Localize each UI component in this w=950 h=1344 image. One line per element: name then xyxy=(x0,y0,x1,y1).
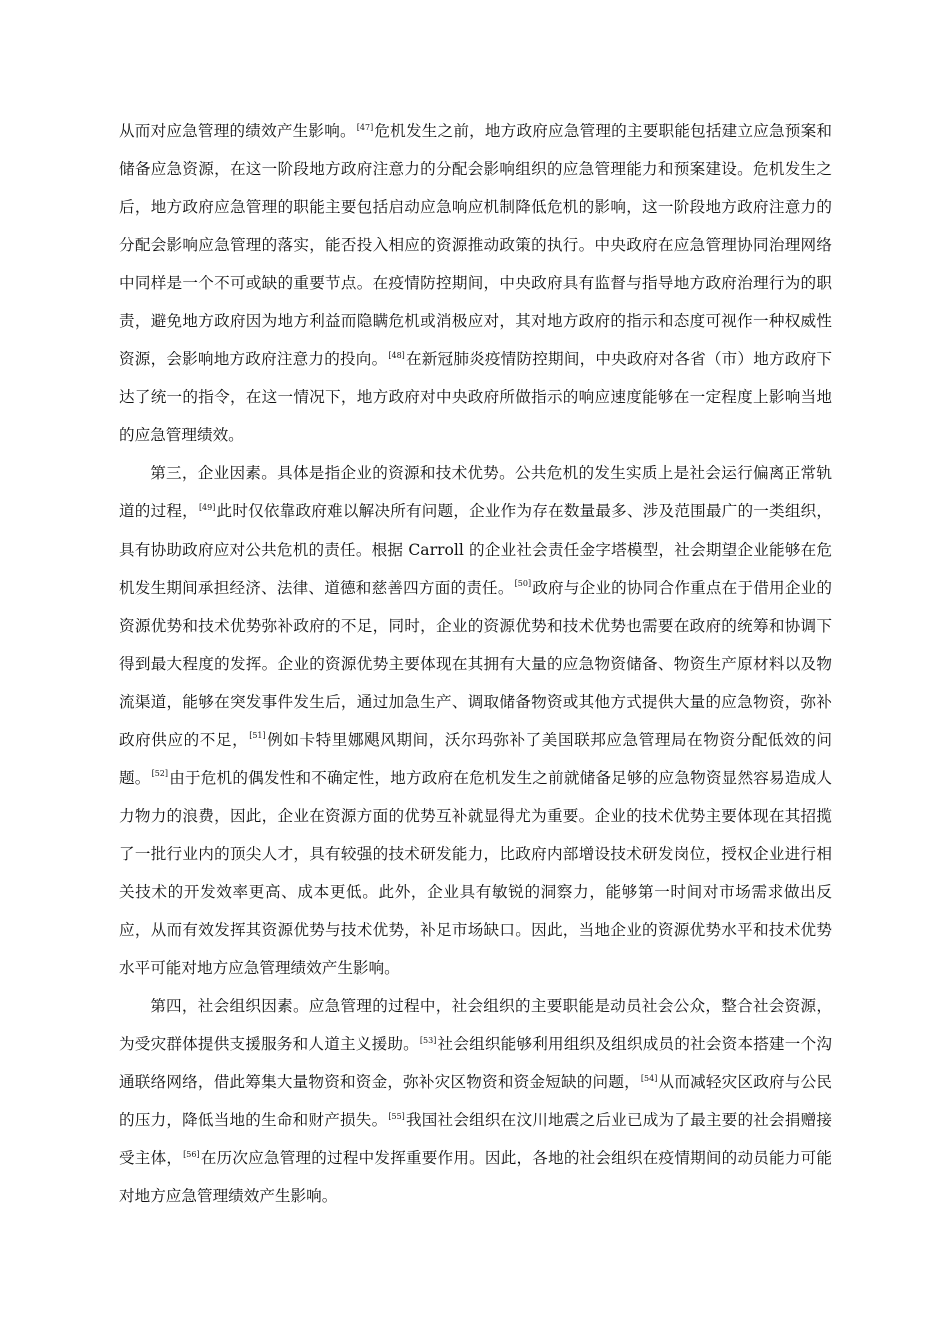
paragraph-social-organization-factor xyxy=(119,987,832,1215)
citation-55: [55] xyxy=(388,1111,405,1121)
citation-50: [50] xyxy=(514,579,532,589)
paragraph-text: 危机发生之前，地方政府应急管理的主要职能包括建立应急预案和储备应急资源，在这一阶段地方政府注意力的分配会影响组织的应急管理能力和预案建设。危机发生之后，地方政府应急管理的职能主要包括启动应急响应机制降低危机的影响，这一阶段地方政府注意力的分配会影响应急管理的落实，能否投入相应的资源推动政策的执行。中央政府在应急管理协同治理网络中同样是一个不可或缺的重要节点。在疫情防控期间，中央政府具有监督与指导地方政府治理行为的职责，避免地方政府因为地方利益而隐瞒危机或消极应对，其对地方政府的指示和态度可视作一种权威性资源，会影响地方政府注意力的投向。 xyxy=(119,122,832,369)
paragraph-text: 由于危机的偶发性和不确定性，地方政府在危机发生之前就储备足够的应急物资显然容易造成人力物力的浪费，因此，企业在资源方面的优势互补就显得尤为重要。企业的技术优势主要体现在其招揽了一批行业内的顶尖人才，具有较强的技术研发能力，比政府内部增设技术研发岗位，授权企业进行相关技术的开发效率更高、成本更低。此外，企业具有敏锐的洞察力，能够第一时间对市场需求做出反应，从而有效发挥其资源优势与技术优势，补足市场缺口。因此，当地企业的资源优势水平和技术优势水平可能对地方应急管理绩效产生影响。 xyxy=(119,768,832,978)
paragraph-text: 从而减轻灾区政府与公民的压力，降低当地的生命和财产损失。 xyxy=(119,1073,832,1130)
paragraph-text: 我国社会组织在汶川地震之后业已成为了最主要的社会捐赠接受主体， xyxy=(119,1111,832,1168)
paragraph-text: 社会组织能够利用组织及组织成员的社会资本搭建一个沟通联络网络，借此筹集大量物资和资金，弥补灾区物资和资金短缺的问题， xyxy=(119,1035,832,1092)
citation-47: [47] xyxy=(356,122,374,132)
citation-53: [53] xyxy=(419,1035,437,1045)
citation-52: [52] xyxy=(151,769,168,779)
paragraph-enterprise-factor xyxy=(119,454,832,987)
citation-54: [54] xyxy=(640,1073,658,1083)
paragraph-text: 第四，社会组织因素。应急管理的过程中，社会组织的主要职能是动员社会公众，整合社会资源，为受灾群体提供支援服务和人道主义援助。 xyxy=(119,997,832,1054)
paragraph-text: 此时仅依靠政府难以解决所有问题，企业作为存在数量最多、涉及范围最广的一类组织，具有协助政府应对公共危机的责任。根据 Carroll 的企业社会责任金字塔模型，社会期望企业能够在危机发生期间承担经济、法律、道德和慈善四方面的责任。 xyxy=(119,502,832,597)
citation-51: [51] xyxy=(249,731,266,741)
paragraph-government-attention xyxy=(119,112,832,454)
paragraph-text: 从而对应急管理的绩效产生影响。 xyxy=(119,122,356,140)
citation-56: [56] xyxy=(183,1149,200,1159)
citation-48: [48] xyxy=(388,350,405,360)
citation-49: [49] xyxy=(198,503,216,513)
paragraph-text: 在新冠肺炎疫情防控期间，中央政府对各省（市）地方政府下达了统一的指令，在这一情况下，地方政府对中央政府所做指示的响应速度能够在一定程度上影响当地的应急管理绩效。 xyxy=(119,350,832,445)
paragraph-text: 政府与企业的协同合作重点在于借用企业的资源优势和技术优势弥补政府的不足，同时，企业的资源优势和技术优势也需要在政府的统筹和协调下得到最大程度的发挥。企业的资源优势主要体现在其拥有大量的应急物资储备、物资生产原材料以及物流渠道，能够在突发事件发生后，通过加急生产、调取储备物资或其他方式提供大量的应急物资，弥补政府供应的不足， xyxy=(119,578,832,749)
body-text xyxy=(119,112,832,1215)
paragraph-text: 例如卡特里娜飓风期间，沃尔玛弥补了美国联邦应急管理局在物资分配低效的问题。 xyxy=(119,730,832,787)
paragraph-text: 第三，企业因素。具体是指企业的资源和技术优势。公共危机的发生实质上是社会运行偏离正常轨道的过程， xyxy=(119,464,832,521)
paragraph-text: 在历次应急管理的过程中发挥重要作用。因此，各地的社会组织在疫情期间的动员能力可能对地方应急管理绩效产生影响。 xyxy=(119,1149,832,1206)
